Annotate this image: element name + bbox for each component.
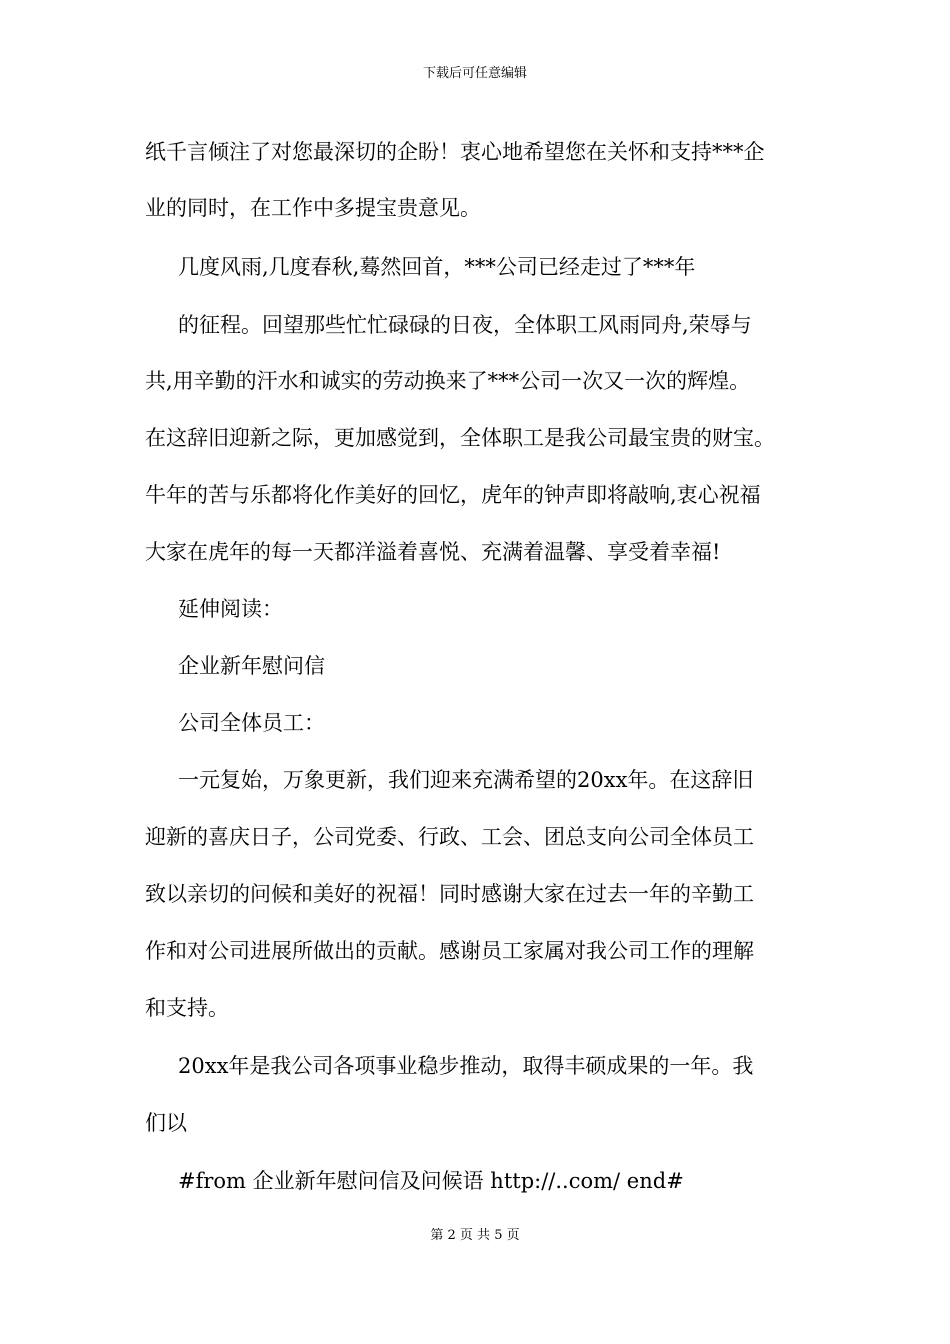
text-line: 在这辞旧迎新之际，更加感觉到，全体职工是我公司最宝贵的财宝。: [145, 426, 775, 450]
text-line: 致以亲切的问候和美好的祝福！同时感谢大家在过去一年的辛勤工: [145, 882, 754, 906]
text-line: 和支持。: [145, 996, 229, 1020]
text-line: 企业新年慰问信: [178, 654, 325, 678]
text-line: 共,用辛勤的汗水和诚实的劳动换来了***公司一次又一次的辉煌。: [145, 369, 751, 393]
text-line: 延伸阅读：: [178, 597, 283, 621]
page-header: 下载后可任意编辑: [422, 66, 527, 81]
text-line: 几度风雨,几度春秋,蓦然回首，***公司已经走过了***年: [178, 255, 696, 279]
text-line: 业的同时，在工作中多提宝贵意见。: [145, 196, 481, 220]
text-line: 纸千言倾注了对您最深切的企盼！衷心地希望您在关怀和支持***企: [145, 140, 765, 164]
text-line: 们以: [145, 1111, 187, 1135]
text-line: 大家在虎年的每一天都洋溢着喜悦、充满着温馨、享受着幸福!: [145, 540, 721, 564]
text-line: 一元复始，万象更新，我们迎来充满希望的20xx年。在这辞旧: [178, 768, 754, 792]
text-line: 的征程。回望那些忙忙碌碌的日夜，全体职工风雨同舟,荣辱与: [178, 313, 752, 337]
page-footer: 第 2 页 共 5 页: [430, 1228, 520, 1243]
text-line: #from 企业新年慰问信及问候语 http://..com/ end#: [178, 1169, 684, 1193]
text-line: 作和对公司进展所做出的贡献。感谢员工家属对我公司工作的理解: [145, 939, 754, 963]
text-line: 20xx年是我公司各项事业稳步推动，取得丰硕成果的一年。我: [178, 1054, 754, 1078]
text-line: 迎新的喜庆日子，公司党委、行政、工会、团总支向公司全体员工: [145, 825, 754, 849]
text-line: 公司全体员工：: [178, 711, 325, 735]
text-line: 牛年的苦与乐都将化作美好的回忆，虎年的钟声即将敲响,衷心祝福: [145, 483, 761, 507]
